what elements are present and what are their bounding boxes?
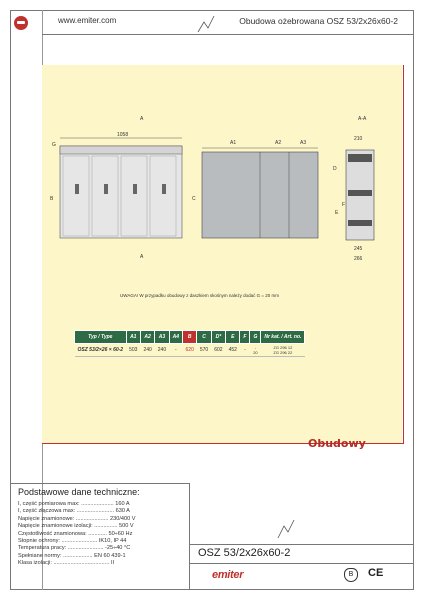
table-header: A1 xyxy=(126,331,140,344)
list-item: Napięcie znamionowe: ..................... 230/400 V xyxy=(18,515,136,522)
dim-266-label: 266 xyxy=(354,256,363,262)
section-view xyxy=(333,116,374,262)
front-view xyxy=(50,116,182,260)
list-item: Spełniane normy: ................... EN 60 439-1 xyxy=(18,552,126,559)
table-row xyxy=(75,344,305,357)
break-mark-icon xyxy=(196,14,216,34)
table-header: Nr kat. / Art. no. xyxy=(261,331,305,344)
list-item: Temperatura pracy: ....................... -25÷40 °C xyxy=(18,545,131,552)
break-mark-icon xyxy=(276,518,296,540)
table-header: B xyxy=(183,331,197,344)
table-cell: - xyxy=(169,344,182,357)
list-item: I, część złączowa max: ........................ 630 A xyxy=(18,508,130,515)
note-text: UWAGA! W przypadku obudowy z daszkiem skośnym należy dodać G = 20 mm xyxy=(120,293,280,298)
table-cell: - 20 xyxy=(250,344,261,357)
dim-b-label: B xyxy=(50,196,54,202)
technical-drawing xyxy=(42,110,402,270)
table-cell: ZG 296 12 ZG 296 22 xyxy=(261,344,305,357)
table-header: D* xyxy=(211,331,225,344)
section-aa-label: A-A xyxy=(358,116,367,122)
website-url[interactable]: www.emiter.com xyxy=(58,16,117,25)
document-title: Obudowa ożebrowana OSZ 53/2x26x60-2 xyxy=(239,16,398,26)
table-cell: 602 xyxy=(211,344,225,357)
table-header-row xyxy=(75,331,305,344)
dim-210-label: 210 xyxy=(354,136,363,142)
spec-table xyxy=(74,330,305,357)
dim-245-label: 245 xyxy=(354,246,363,252)
dim-width-label: 1058 xyxy=(117,132,129,138)
table-header: A3 xyxy=(155,331,169,344)
table-cell: - xyxy=(240,344,250,357)
dim-a3-label: A3 xyxy=(300,140,307,146)
dim-a2-label: A2 xyxy=(275,140,282,146)
ce-mark-icon: CE xyxy=(368,567,384,579)
list-item: Stopnie ochrony: ....................... IK10, IP 44 xyxy=(18,538,127,545)
model-name: OSZ 53/2x26x60-2 xyxy=(198,547,291,559)
emiter-logo-icon xyxy=(14,16,28,30)
list-item: Napięcie znamionowe izolacji: ............... 500 V xyxy=(18,523,134,530)
table-cell: 240 xyxy=(155,344,169,357)
table-cell: 452 xyxy=(226,344,240,357)
dim-d-label: D xyxy=(333,166,337,172)
params-title: Podstawowe dane techniczne: xyxy=(18,487,140,497)
dim-g-label: G xyxy=(52,142,56,148)
side-view xyxy=(192,140,318,238)
params-list xyxy=(18,501,188,568)
table-header: F xyxy=(240,331,250,344)
dim-e-label: E xyxy=(335,210,339,216)
table-cell: 240 xyxy=(140,344,154,357)
dim-c-label: C xyxy=(192,196,196,202)
list-item: Klasa izolacji: .................................... II xyxy=(18,560,115,567)
table-header: A2 xyxy=(140,331,154,344)
section-a-top: A xyxy=(140,116,144,122)
table-cell: 503 xyxy=(126,344,140,357)
dim-f-label: F xyxy=(342,202,346,208)
table-cell: 570 xyxy=(197,344,211,357)
header-divider xyxy=(42,34,414,35)
table-cell: 620 xyxy=(183,344,197,357)
table-header: E xyxy=(226,331,240,344)
list-item: I, część pomiarowa max: ..................... 160 A xyxy=(18,501,130,507)
b-cert-icon: B xyxy=(344,568,358,582)
table-header: C xyxy=(197,331,211,344)
panel-edge-right xyxy=(403,65,404,443)
table-header: A4 xyxy=(169,331,182,344)
dim-a1-label: A1 xyxy=(230,140,237,146)
table-header: Typ / Type xyxy=(75,331,127,344)
section-label: Obudowy xyxy=(308,437,366,450)
brand-logo: emiter xyxy=(212,569,244,581)
section-a-bottom: A xyxy=(140,254,144,260)
table-header: G xyxy=(250,331,261,344)
list-item: Częstotliwość znamionowa: ............ 50÷60 Hz xyxy=(18,530,133,537)
table-cell: OSZ 53/2×26 × 60-2 xyxy=(75,344,127,357)
